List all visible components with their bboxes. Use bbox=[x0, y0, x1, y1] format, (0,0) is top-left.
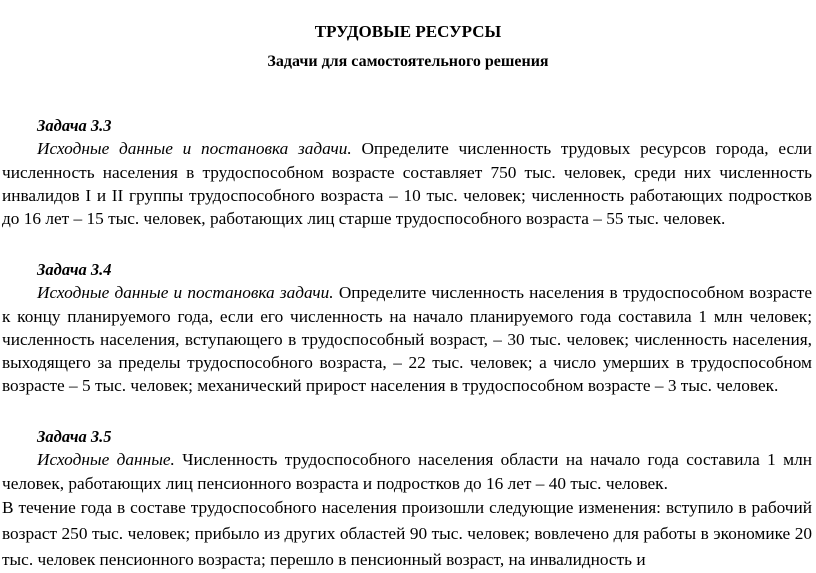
document-title: ТРУДОВЫЕ РЕСУРСЫ bbox=[314, 22, 502, 41]
task-lead: Исходные данные и постановка задачи. bbox=[37, 139, 352, 159]
task-body bbox=[2, 137, 812, 230]
task-3-3 bbox=[2, 114, 812, 230]
document-subtitle: Задачи для самостоятельного решения bbox=[267, 53, 549, 70]
task-3-4 bbox=[2, 258, 812, 398]
task-continuation: В течение года в составе трудоспособного населения произошли следующие изменения: вступило в рабочий возраст 250 тыс. человек; прибыло из других областей 90 тыс. человек; вовлечено для работы в экономике 20 тыс. человек пенсионного возраста; перешло в пенсионный возраст, на инвалидность и bbox=[2, 497, 812, 569]
task-body bbox=[2, 448, 812, 495]
task-text: Определите численность трудовых ресурсов города, если численность населения в трудоспособном возрасте составляет 750 тыс. человек, среди них численность инвалидов I и II группы трудоспособного возраста – 10 тыс. человек; численность работающих подростков до 16 лет – 15 тыс. человек, работающих лиц старше трудоспособного возраста – 55 тыс. человек. bbox=[2, 139, 812, 229]
task-3-5 bbox=[2, 425, 812, 573]
task-lead: Исходные данные. bbox=[37, 450, 175, 470]
task-body bbox=[2, 281, 812, 397]
task-heading: Задача 3.3 bbox=[37, 116, 112, 135]
task-heading: Задача 3.5 bbox=[37, 427, 112, 446]
task-text: Определите численность населения в трудоспособном возрасте к концу планируемого года, если его численность на начало планируемого года составила 1 млн человек; численность населения, вступающего в трудоспособный возраст, – 30 тыс. человек; численность населения, выходящего за пределы трудоспособного возраста, – 22 тыс. человек; а число умерших в трудоспособном возрасте – 5 тыс. человек; механический прирост населения в трудоспособном возрасте – 3 тыс. человек. bbox=[2, 283, 812, 396]
task-text: Численность трудоспособного населения области на начало года составила 1 млн человек, работающих лиц пенсионного возраста и подростков до 16 лет – 40 тыс. человек. bbox=[2, 450, 812, 493]
task-lead: Исходные данные и постановка задачи. bbox=[37, 283, 334, 303]
task-heading: Задача 3.4 bbox=[37, 260, 112, 279]
